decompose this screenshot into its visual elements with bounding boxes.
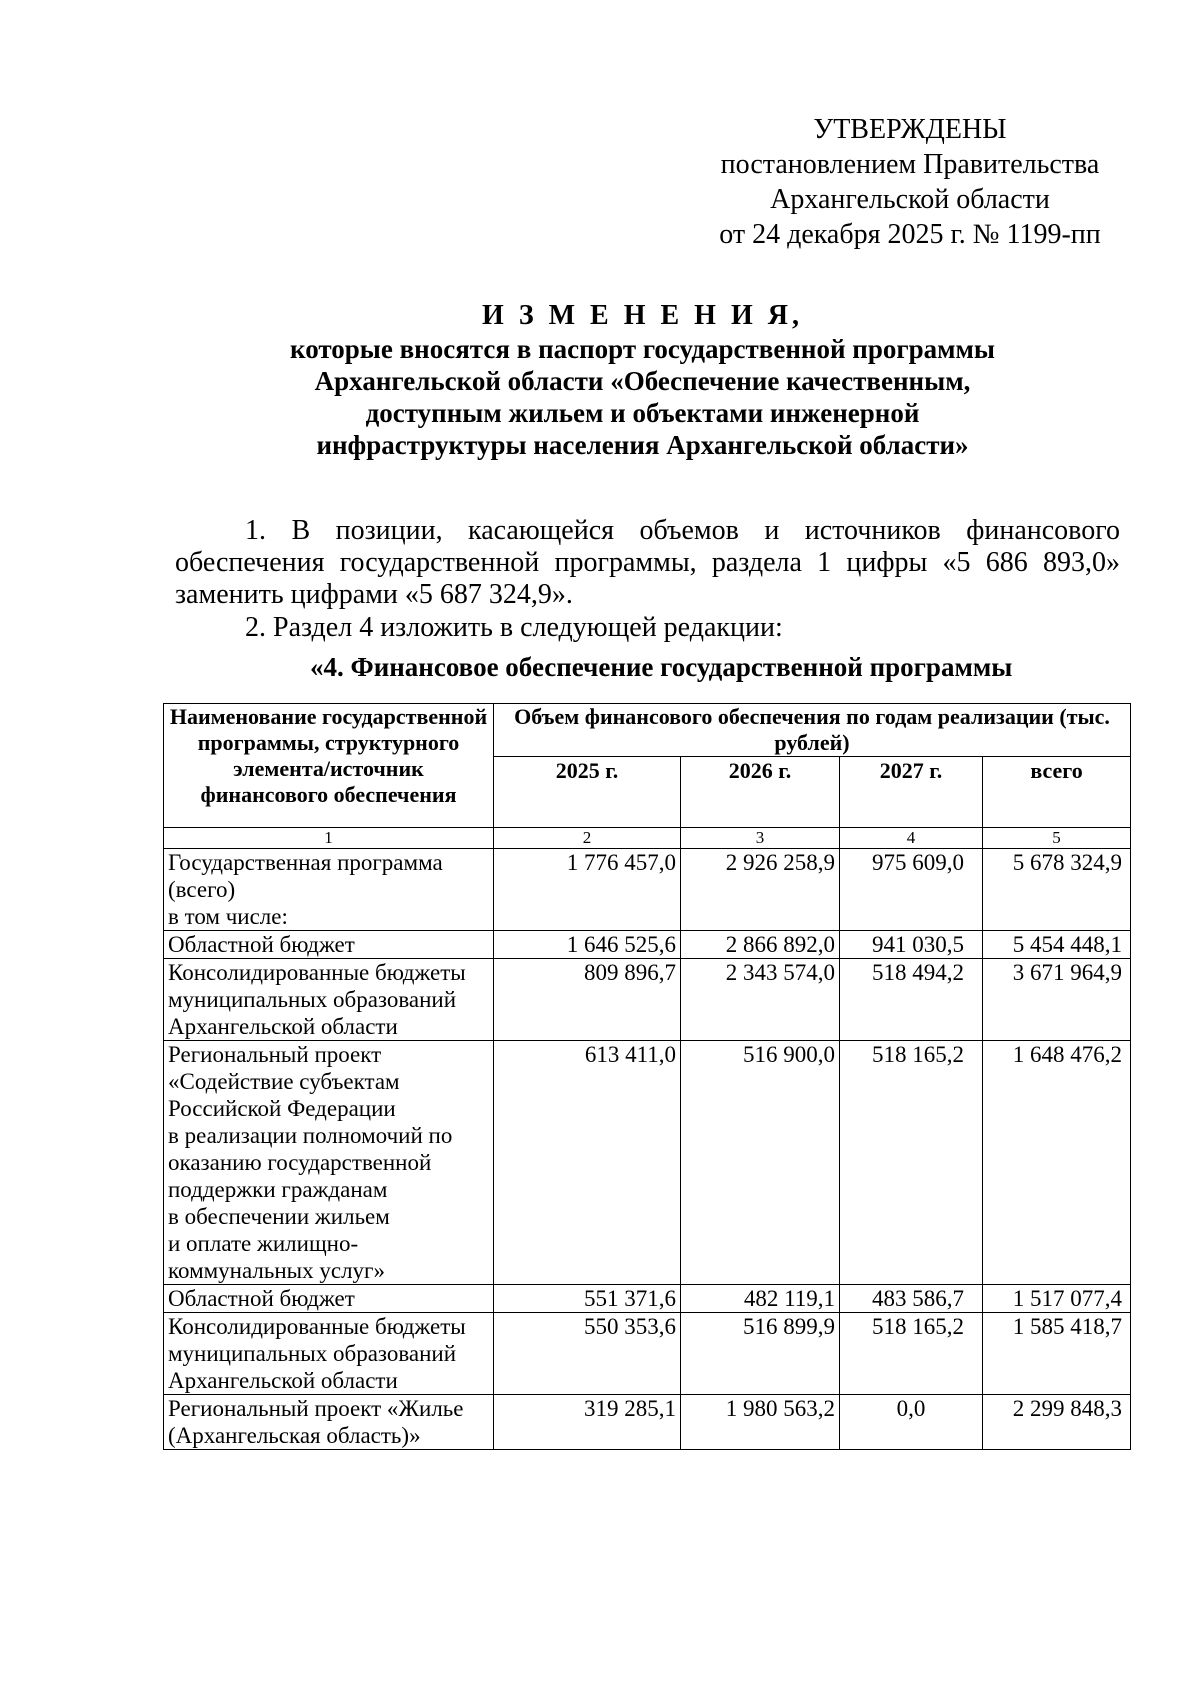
table-row — [164, 849, 1131, 931]
table-body — [164, 849, 1131, 1450]
column-number: 4 — [840, 828, 983, 849]
value-2025: 319 285,1 — [494, 1395, 681, 1450]
value-2026: 516 899,9 — [681, 1313, 840, 1395]
value-2027: 518 494,2 — [840, 959, 983, 1041]
column-number: 5 — [983, 828, 1131, 849]
table-row — [164, 1313, 1131, 1395]
column-numbers-row — [164, 828, 1131, 849]
financing-table — [163, 703, 1131, 1450]
approval-line-1: УТВЕРЖДЕНЫ — [813, 114, 1007, 145]
value-2026: 2 926 258,9 — [681, 849, 840, 931]
row-name: Государственная программа (всего) в том числе: — [164, 849, 494, 931]
header-year-2025: 2025 г. — [494, 757, 681, 828]
header-total: всего — [983, 757, 1131, 828]
value-2025: 550 353,6 — [494, 1313, 681, 1395]
column-number: 3 — [681, 828, 840, 849]
table-row — [164, 1285, 1131, 1313]
value-2027: 0,0 — [840, 1395, 983, 1450]
title-line-1: которые вносятся в паспорт государственной программы — [290, 334, 995, 364]
title-line-3: доступным жильем и объектами инженерной — [365, 398, 920, 428]
value-2026: 2 866 892,0 — [681, 931, 840, 959]
paragraph-1: 1. В позиции, касающейся объемов и источников финансового обеспечения государственной программы, раздела 1 цифры «5 686 893,0» заменить цифрами «5 687 324,9». — [175, 515, 1120, 610]
table-row — [164, 931, 1131, 959]
row-name: Региональный проект «Содействие субъектам Российской Федерации в реализации полномочий по оказанию государственной поддержки гражданам в обеспечении жильем и оплате жилищно-коммунальных услуг» — [164, 1041, 494, 1285]
value-total: 5 454 448,1 — [983, 931, 1131, 959]
value-total: 1 648 476,2 — [983, 1041, 1131, 1285]
value-2025: 613 411,0 — [494, 1041, 681, 1285]
title-heading: И З М Е Н Е Н И Я, — [482, 300, 803, 331]
title-line-4: инфраструктуры населения Архангельской области» — [316, 430, 969, 460]
value-2026: 516 900,0 — [681, 1041, 840, 1285]
value-2027: 941 030,5 — [840, 931, 983, 959]
row-name: Областной бюджет — [164, 931, 494, 959]
row-name: Консолидированные бюджеты муниципальных образований Архангельской области — [164, 959, 494, 1041]
value-2025: 551 371,6 — [494, 1285, 681, 1313]
value-2025: 1 776 457,0 — [494, 849, 681, 931]
approval-line-4: от 24 декабря 2025 г. № 1199-пп — [719, 219, 1101, 250]
approval-line-2: постановлением Правительства — [720, 149, 1100, 180]
table-row — [164, 1041, 1131, 1285]
value-2026: 1 980 563,2 — [681, 1395, 840, 1450]
row-name: Областной бюджет — [164, 1285, 494, 1313]
row-name: Региональный проект «Жилье (Архангельская область)» — [164, 1395, 494, 1450]
value-2027: 483 586,7 — [840, 1285, 983, 1313]
value-total: 1 585 418,7 — [983, 1313, 1131, 1395]
value-2025: 809 896,7 — [494, 959, 681, 1041]
column-number: 2 — [494, 828, 681, 849]
approval-line-3: Архангельской области — [770, 184, 1050, 215]
approval-block — [690, 112, 1130, 252]
value-total: 5 678 324,9 — [983, 849, 1131, 931]
paragraph-2: 2. Раздел 4 изложить в следующей редакции: — [245, 612, 783, 643]
value-2025: 1 646 525,6 — [494, 931, 681, 959]
value-2027: 518 165,2 — [840, 1313, 983, 1395]
table-header-row — [164, 704, 1131, 757]
row-name: Консолидированные бюджеты муниципальных образований Архангельской области — [164, 1313, 494, 1395]
document-title — [170, 300, 1115, 461]
value-2026: 2 343 574,0 — [681, 959, 840, 1041]
value-total: 2 299 848,3 — [983, 1395, 1131, 1450]
header-name: Наименование государственной программы, структурного элемента/источник финансового обеспечения — [164, 704, 494, 828]
value-total: 3 671 964,9 — [983, 959, 1131, 1041]
value-total: 1 517 077,4 — [983, 1285, 1131, 1313]
value-2027: 975 609,0 — [840, 849, 983, 931]
table-row — [164, 959, 1131, 1041]
section-title: «4. Финансовое обеспечение государственной программы — [310, 652, 1013, 682]
header-volume: Объем финансового обеспечения по годам реализации (тыс. рублей) — [494, 704, 1131, 757]
column-number: 1 — [164, 828, 494, 849]
value-2026: 482 119,1 — [681, 1285, 840, 1313]
table-row — [164, 1395, 1131, 1450]
title-line-2: Архангельской области «Обеспечение качественным, — [314, 366, 971, 396]
value-2027: 518 165,2 — [840, 1041, 983, 1285]
header-year-2027: 2027 г. — [840, 757, 983, 828]
header-year-2026: 2026 г. — [681, 757, 840, 828]
